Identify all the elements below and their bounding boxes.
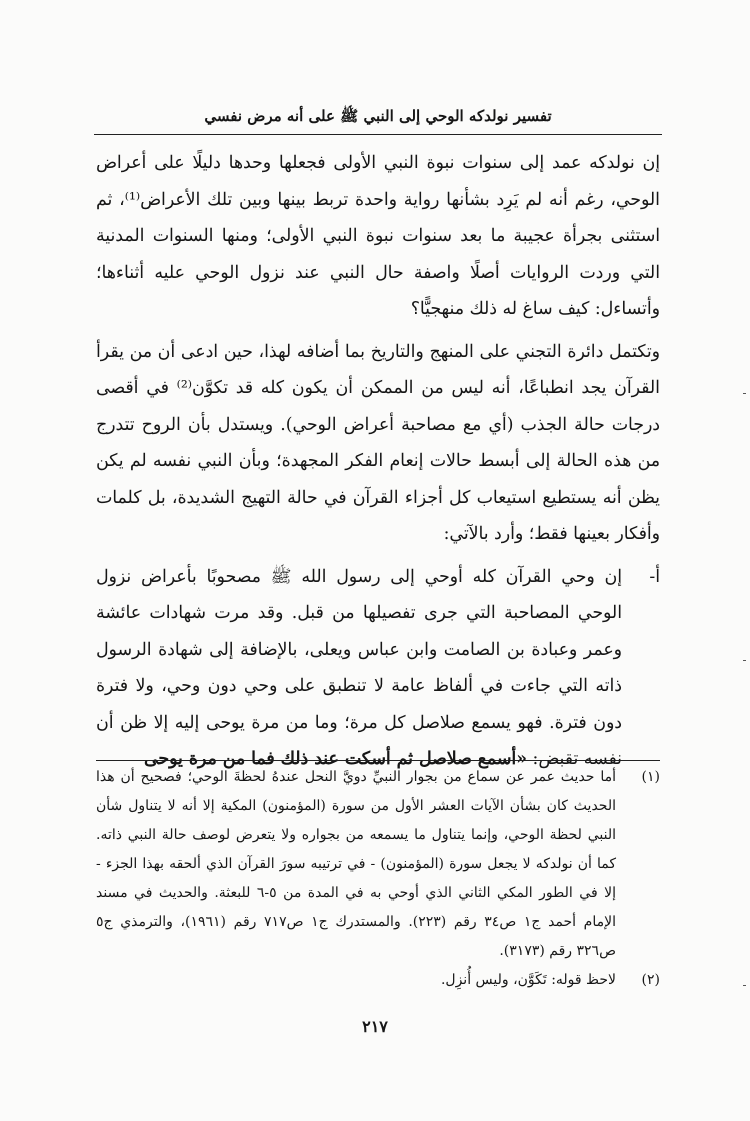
hadith-quote: «أسمع صلاصل ثم أسكت عند ذلك فما من مرة يوحى — [144, 749, 528, 769]
footnote-divider — [96, 760, 660, 761]
footnote-text: أما حديث عمر عن سماع من بجوار النبيِّ دويَّ النحل عندهُ لحظةَ الوحي؛ فصحيح أن هذا الحديث كان بشأن الآيات العشر الأول من سورة (المؤمنون) المكية إلا أنه لا يتناول شأن النبي لحظة الوحي، وإنما يتناول ما يسمعه من بجواره ولا يتعرض لوصف حالة النبي ذاته. كما أن نولدكه لا يجعل سورة (المؤمنون) - في ترتيبه سورَ القرآن الذي ألحقه بهذا الجزء - إلا في الطور المكي الثاني الذي أوحي به في المدة من ٥-٦ للبعثة. والحديث في مسند الإمام أحمد ج١ ص٣٤ رقم (٢٢٣). والمستدرك ج١ ص٧١٧ رقم (١٩٦١)، والترمذي ج٥ ص٣٢٦ رقم (٣١٧٣). — [96, 769, 617, 959]
list-item-text-plain: إن وحي القرآن كله أوحي إلى رسول الله ﷺ مصحوبًا بأعراض نزول الوحي المصاحبة التي جرى تفصيلها من قبل. وقد مرت شهادات عائشة وعمر وعبادة بن الصامت وابن عباس ويعلى، بالإضافة إلى شهادة الرسول ذاته التي جاءت في ألفاظ عامة لا تنطبق على وحي دون وحي، ولا فترة دون فترة. فهو يسمع صلاصل كل مرة؛ وما من مرة يوحى إليه إلا ظن أن نفسه تقبض: — [96, 566, 622, 769]
scan-edge-mark — [743, 393, 746, 394]
footnote-2 — [96, 966, 660, 995]
running-header: تفسير نولدكه الوحي إلى النبي ﷺ على أنه مرض نفسي — [204, 107, 552, 125]
paragraph-2: وتكتمل دائرة التجني على المنهج والتاريخ بما أضافه لهذا، حين ادعى أن من يقرأ القرآن يجد انطباعًا، أنه ليس من الممكن أن يكون كله قد تكوَّن⁽²⁾ في أقصى درجات حالة الجذب (أي مع مصاحبة أعراض الوحي). ويستدل بأن الروح تتدرج من هذه الحالة إلى أبسط حالات إنعام الفكر المجهدة؛ وبأن النبي نفسه لم يكن يظن أنه يستطيع استيعاب كل أجزاء القرآن في حالة التهيج الشديدة، بل كلمات وأفكار بعينها فقط؛ وأرد بالآتي: — [96, 341, 660, 544]
header-divider — [94, 134, 662, 135]
page-number: ٢١٧ — [362, 1017, 388, 1036]
footnotes — [96, 763, 660, 995]
footnote-text: لاحظ قوله: تَكَوَّن، وليس أُنزِل. — [440, 972, 616, 988]
list-item-marker: أ- — [649, 566, 660, 587]
footnote-number: (٢) — [641, 972, 660, 988]
footnote-1 — [96, 763, 660, 966]
footnote-number: (١) — [641, 769, 660, 785]
scan-edge-mark — [743, 985, 746, 986]
main-text — [96, 145, 660, 778]
list-item-a — [96, 559, 660, 778]
scan-edge-mark — [743, 660, 746, 661]
paragraph-1: إن نولدكه عمد إلى سنوات نبوة النبي الأولى فجعلها وحدها دليلًا على أعراض الوحي، رغم أنه لم يَرِد بشأنها رواية واحدة تربط بينها وبين تلك الأعراض⁽¹⁾، ثم استثنى بجرأة عجيبة ما بعد سنوات نبوة النبي الأولى؛ ومنها السنوات المدنية التي وردت الروايات أصلًا واصفة حال النبي عند نزول الوحي عليه أثناءها؛ وأتساءل: كيف ساغ له ذلك منهجيًّا؟ — [96, 153, 660, 319]
list-item-text — [96, 559, 622, 778]
